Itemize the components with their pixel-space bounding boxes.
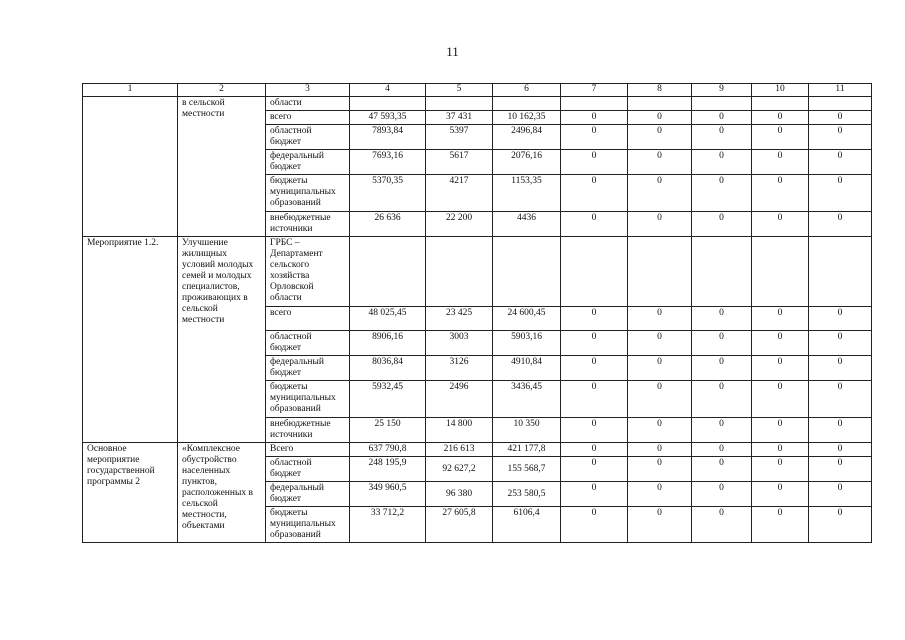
value-cell-col8 bbox=[628, 97, 692, 111]
value-cell-col6: 3436,45 bbox=[493, 381, 561, 418]
value-cell-col8 bbox=[628, 237, 692, 307]
value-cell-col5: 4217 bbox=[426, 175, 493, 212]
column-header: 9 bbox=[692, 84, 752, 97]
value-cell-col7 bbox=[561, 237, 628, 307]
value-cell-col4 bbox=[350, 237, 426, 307]
value-cell-col10: 0 bbox=[752, 418, 809, 443]
value-cell-col4: 5370,35 bbox=[350, 175, 426, 212]
column-header: 2 bbox=[178, 84, 266, 97]
value-cell-col4 bbox=[350, 97, 426, 111]
funding-source-cell: федеральный бюджет bbox=[266, 150, 350, 175]
value-cell-col6: 6106,4 bbox=[493, 507, 561, 543]
table-body bbox=[83, 97, 872, 543]
value-cell-col9: 0 bbox=[692, 482, 752, 507]
value-cell-col5: 3003 bbox=[426, 331, 493, 356]
funding-source-cell: области bbox=[266, 97, 350, 111]
table-row bbox=[83, 443, 872, 457]
value-cell-col4: 47 593,35 bbox=[350, 111, 426, 125]
value-cell-col9: 0 bbox=[692, 212, 752, 237]
value-cell-col11: 0 bbox=[809, 331, 872, 356]
value-cell-col11: 0 bbox=[809, 111, 872, 125]
value-cell-col11 bbox=[809, 237, 872, 307]
value-cell-col6: 4910,84 bbox=[493, 356, 561, 381]
column-header: 6 bbox=[493, 84, 561, 97]
value-cell-col10: 0 bbox=[752, 457, 809, 482]
value-cell-col7: 0 bbox=[561, 125, 628, 150]
value-cell-col10: 0 bbox=[752, 212, 809, 237]
value-cell-col8: 0 bbox=[628, 111, 692, 125]
value-cell-col10: 0 bbox=[752, 307, 809, 331]
value-cell-col8: 0 bbox=[628, 307, 692, 331]
value-cell-col11: 0 bbox=[809, 212, 872, 237]
value-cell-col8: 0 bbox=[628, 125, 692, 150]
page-number: 11 bbox=[446, 44, 459, 59]
value-cell-col9: 0 bbox=[692, 443, 752, 457]
funding-source-cell: Всего bbox=[266, 443, 350, 457]
funding-source-cell: всего bbox=[266, 111, 350, 125]
value-cell-col7: 0 bbox=[561, 331, 628, 356]
value-cell-col6: 1153,35 bbox=[493, 175, 561, 212]
funding-source-cell: бюджеты муниципальных образований bbox=[266, 507, 350, 543]
header-row bbox=[83, 84, 872, 97]
column-header: 4 bbox=[350, 84, 426, 97]
value-cell-col10: 0 bbox=[752, 111, 809, 125]
value-cell-col5: 23 425 bbox=[426, 307, 493, 331]
value-cell-col6: 10 162,35 bbox=[493, 111, 561, 125]
funding-source-cell: внебюджетные источники bbox=[266, 418, 350, 443]
value-cell-col4: 637 790,8 bbox=[350, 443, 426, 457]
value-cell-col9: 0 bbox=[692, 111, 752, 125]
value-cell-col10: 0 bbox=[752, 125, 809, 150]
value-cell-col10: 0 bbox=[752, 482, 809, 507]
value-cell-col5: 22 200 bbox=[426, 212, 493, 237]
value-cell-col8: 0 bbox=[628, 150, 692, 175]
column-header: 5 bbox=[426, 84, 493, 97]
column-header: 7 bbox=[561, 84, 628, 97]
column-header: 1 bbox=[83, 84, 178, 97]
table-row bbox=[83, 97, 872, 111]
funding-source-cell: областной бюджет bbox=[266, 125, 350, 150]
value-cell-col4: 8036,84 bbox=[350, 356, 426, 381]
value-cell-col5: 3126 bbox=[426, 356, 493, 381]
funding-source-cell: бюджеты муниципальных образований bbox=[266, 381, 350, 418]
value-cell-col6 bbox=[493, 97, 561, 111]
value-cell-col4: 7693,16 bbox=[350, 150, 426, 175]
value-cell-col7: 0 bbox=[561, 356, 628, 381]
value-cell-col9: 0 bbox=[692, 175, 752, 212]
value-cell-col11 bbox=[809, 97, 872, 111]
value-cell-col7: 0 bbox=[561, 307, 628, 331]
value-cell-col4: 7893,84 bbox=[350, 125, 426, 150]
value-cell-col10: 0 bbox=[752, 356, 809, 381]
value-cell-col10: 0 bbox=[752, 331, 809, 356]
value-cell-col4: 48 025,45 bbox=[350, 307, 426, 331]
activity-name-cell: Мероприятие 1.2. bbox=[83, 237, 178, 443]
value-cell-col7: 0 bbox=[561, 111, 628, 125]
value-cell-col10: 0 bbox=[752, 507, 809, 543]
activity-description-cell: Улучшение жилищных условий молодых семей и молодых специалистов, проживающих в сельской местности bbox=[178, 237, 266, 443]
value-cell-col4: 8906,16 bbox=[350, 331, 426, 356]
value-cell-col9: 0 bbox=[692, 418, 752, 443]
value-cell-col4: 33 712,2 bbox=[350, 507, 426, 543]
value-cell-col5: 37 431 bbox=[426, 111, 493, 125]
value-cell-col7: 0 bbox=[561, 212, 628, 237]
column-header: 10 bbox=[752, 84, 809, 97]
value-cell-col6: 253 580,5 bbox=[493, 482, 561, 507]
value-cell-col9: 0 bbox=[692, 507, 752, 543]
value-cell-col5: 14 800 bbox=[426, 418, 493, 443]
funding-source-cell: внебюджетные источники bbox=[266, 212, 350, 237]
value-cell-col6: 4436 bbox=[493, 212, 561, 237]
value-cell-col6: 2076,16 bbox=[493, 150, 561, 175]
value-cell-col5: 5617 bbox=[426, 150, 493, 175]
funding-source-cell: областной бюджет bbox=[266, 457, 350, 482]
value-cell-col4: 349 960,5 bbox=[350, 482, 426, 507]
value-cell-col6: 2496,84 bbox=[493, 125, 561, 150]
value-cell-col5: 216 613 bbox=[426, 443, 493, 457]
value-cell-col8: 0 bbox=[628, 331, 692, 356]
value-cell-col9 bbox=[692, 237, 752, 307]
value-cell-col9: 0 bbox=[692, 125, 752, 150]
activity-description-cell: в сельской местности bbox=[178, 97, 266, 237]
value-cell-col10: 0 bbox=[752, 443, 809, 457]
value-cell-col7: 0 bbox=[561, 507, 628, 543]
value-cell-col11: 0 bbox=[809, 381, 872, 418]
value-cell-col10: 0 bbox=[752, 381, 809, 418]
value-cell-col10: 0 bbox=[752, 175, 809, 212]
value-cell-col6: 421 177,8 bbox=[493, 443, 561, 457]
value-cell-col4: 26 636 bbox=[350, 212, 426, 237]
value-cell-col8: 0 bbox=[628, 507, 692, 543]
value-cell-col11: 0 bbox=[809, 443, 872, 457]
activity-description-cell: «Комплексное обустройство населенных пунктов, расположенных в сельской местности, объектами bbox=[178, 443, 266, 543]
value-cell-col8: 0 bbox=[628, 212, 692, 237]
value-cell-col9: 0 bbox=[692, 331, 752, 356]
value-cell-col5: 5397 bbox=[426, 125, 493, 150]
value-cell-col6 bbox=[493, 237, 561, 307]
value-cell-col11: 0 bbox=[809, 418, 872, 443]
column-header: 3 bbox=[266, 84, 350, 97]
value-cell-col9: 0 bbox=[692, 457, 752, 482]
value-cell-col7 bbox=[561, 97, 628, 111]
value-cell-col11: 0 bbox=[809, 457, 872, 482]
value-cell-col6: 5903,16 bbox=[493, 331, 561, 356]
value-cell-col9: 0 bbox=[692, 356, 752, 381]
value-cell-col11: 0 bbox=[809, 307, 872, 331]
value-cell-col9 bbox=[692, 97, 752, 111]
value-cell-col6: 10 350 bbox=[493, 418, 561, 443]
value-cell-col7: 0 bbox=[561, 175, 628, 212]
funding-source-cell: федеральный бюджет bbox=[266, 356, 350, 381]
value-cell-col7: 0 bbox=[561, 457, 628, 482]
value-cell-col4: 5932,45 bbox=[350, 381, 426, 418]
value-cell-col8: 0 bbox=[628, 457, 692, 482]
value-cell-col9: 0 bbox=[692, 307, 752, 331]
value-cell-col5: 27 605,8 bbox=[426, 507, 493, 543]
value-cell-col5: 96 380 bbox=[426, 482, 493, 507]
value-cell-col8: 0 bbox=[628, 418, 692, 443]
value-cell-col11: 0 bbox=[809, 356, 872, 381]
value-cell-col6: 24 600,45 bbox=[493, 307, 561, 331]
value-cell-col7: 0 bbox=[561, 418, 628, 443]
value-cell-col4: 248 195,9 bbox=[350, 457, 426, 482]
activity-name-cell: Основное мероприятие государственной программы 2 bbox=[83, 443, 178, 543]
funding-source-cell: бюджеты муниципальных образований bbox=[266, 175, 350, 212]
value-cell-col5: 92 627,2 bbox=[426, 457, 493, 482]
value-cell-col7: 0 bbox=[561, 150, 628, 175]
column-header: 11 bbox=[809, 84, 872, 97]
value-cell-col11: 0 bbox=[809, 507, 872, 543]
value-cell-col7: 0 bbox=[561, 381, 628, 418]
value-cell-col8: 0 bbox=[628, 356, 692, 381]
column-header: 8 bbox=[628, 84, 692, 97]
value-cell-col8: 0 bbox=[628, 381, 692, 418]
value-cell-col7: 0 bbox=[561, 482, 628, 507]
value-cell-col8: 0 bbox=[628, 175, 692, 212]
table-row bbox=[83, 237, 872, 307]
value-cell-col10 bbox=[752, 97, 809, 111]
value-cell-col6: 155 568,7 bbox=[493, 457, 561, 482]
value-cell-col11: 0 bbox=[809, 125, 872, 150]
value-cell-col9: 0 bbox=[692, 381, 752, 418]
value-cell-col4: 25 150 bbox=[350, 418, 426, 443]
value-cell-col9: 0 bbox=[692, 150, 752, 175]
value-cell-col5 bbox=[426, 237, 493, 307]
value-cell-col11: 0 bbox=[809, 175, 872, 212]
activity-name-cell bbox=[83, 97, 178, 237]
value-cell-col8: 0 bbox=[628, 482, 692, 507]
value-cell-col10 bbox=[752, 237, 809, 307]
funding-source-cell: всего bbox=[266, 307, 350, 331]
funding-source-cell: ГРБС – Департамент сельского хозяйства Орловской области bbox=[266, 237, 350, 307]
funding-source-cell: областной бюджет bbox=[266, 331, 350, 356]
value-cell-col5: 2496 bbox=[426, 381, 493, 418]
funding-source-cell: федеральный бюджет bbox=[266, 482, 350, 507]
value-cell-col11: 0 bbox=[809, 150, 872, 175]
value-cell-col10: 0 bbox=[752, 150, 809, 175]
value-cell-col5 bbox=[426, 97, 493, 111]
value-cell-col11: 0 bbox=[809, 482, 872, 507]
value-cell-col7: 0 bbox=[561, 443, 628, 457]
value-cell-col8: 0 bbox=[628, 443, 692, 457]
budget-table bbox=[82, 83, 872, 543]
